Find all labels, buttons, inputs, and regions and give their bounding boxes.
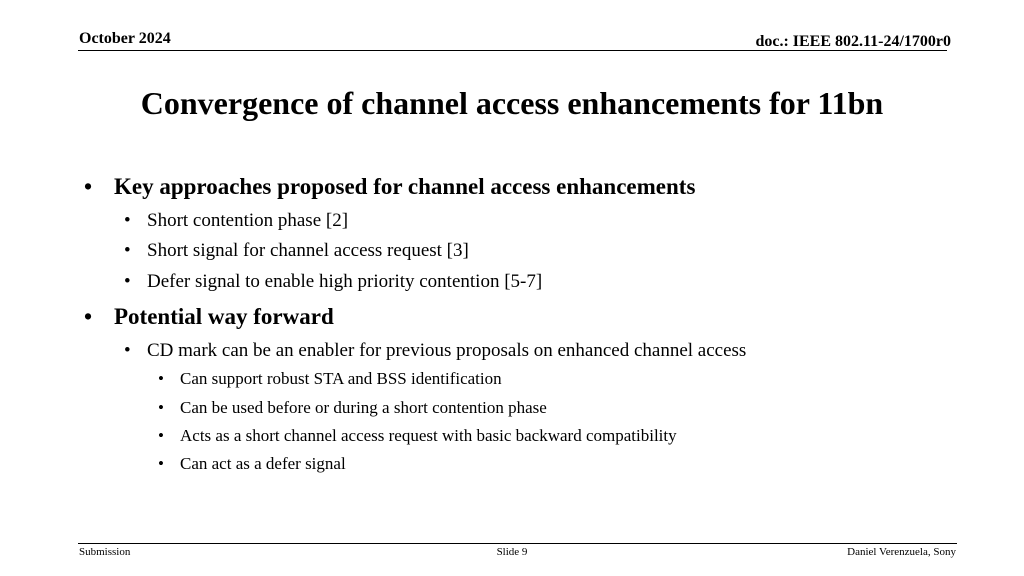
sub-sub-bullet-text: Can be used before or during a short contention phase bbox=[180, 398, 547, 417]
sub-sub-bullet-text: Can support robust STA and BSS identification bbox=[180, 369, 502, 388]
bullet-glyph: • bbox=[124, 210, 131, 231]
bullet-glyph: • bbox=[158, 398, 164, 417]
sub-sub-bullet-text: Acts as a short channel access request with basic backward compatibility bbox=[180, 426, 677, 445]
slide-title: Convergence of channel access enhancements for 11bn bbox=[140, 85, 884, 121]
bullet-glyph: • bbox=[84, 304, 93, 329]
sub-bullet bbox=[124, 339, 746, 363]
bullet-way-forward bbox=[84, 303, 334, 331]
header-date: October 2024 bbox=[79, 30, 171, 47]
header-doc-id: doc.: IEEE 802.11-24/1700r0 bbox=[755, 33, 951, 50]
bullet-glyph: • bbox=[124, 340, 131, 361]
sub-bullet-text: Short contention phase [2] bbox=[147, 210, 349, 231]
bullet-heading-text: Key approaches proposed for channel access enhancements bbox=[114, 174, 696, 199]
bullet-glyph: • bbox=[158, 426, 164, 445]
footer-author: Daniel Verenzuela, Sony bbox=[847, 546, 956, 558]
header-divider bbox=[78, 50, 947, 51]
bullet-glyph: • bbox=[124, 271, 131, 292]
sub-bullet bbox=[124, 209, 348, 233]
sub-bullet bbox=[124, 239, 469, 263]
footer-divider bbox=[78, 543, 957, 544]
bullet-glyph: • bbox=[124, 240, 131, 261]
sub-sub-bullet bbox=[158, 453, 346, 475]
sub-bullet bbox=[124, 270, 542, 294]
sub-bullet-text: Short signal for channel access request [3] bbox=[147, 240, 469, 261]
footer-slide-number: Slide 9 bbox=[496, 546, 528, 558]
sub-bullet-text: CD mark can be an enabler for previous proposals on enhanced channel access bbox=[147, 340, 747, 361]
bullet-glyph: • bbox=[84, 174, 93, 199]
bullet-glyph: • bbox=[158, 369, 164, 388]
sub-sub-bullet bbox=[158, 368, 502, 390]
bullet-glyph: • bbox=[158, 454, 164, 473]
sub-sub-bullet-text: Can act as a defer signal bbox=[180, 454, 346, 473]
footer-submission: Submission bbox=[79, 546, 131, 558]
sub-sub-bullet bbox=[158, 425, 677, 447]
bullet-key-approaches bbox=[84, 173, 695, 201]
sub-sub-bullet bbox=[158, 397, 547, 419]
sub-bullet-text: Defer signal to enable high priority contention [5-7] bbox=[147, 271, 543, 292]
bullet-heading-text: Potential way forward bbox=[114, 304, 334, 329]
